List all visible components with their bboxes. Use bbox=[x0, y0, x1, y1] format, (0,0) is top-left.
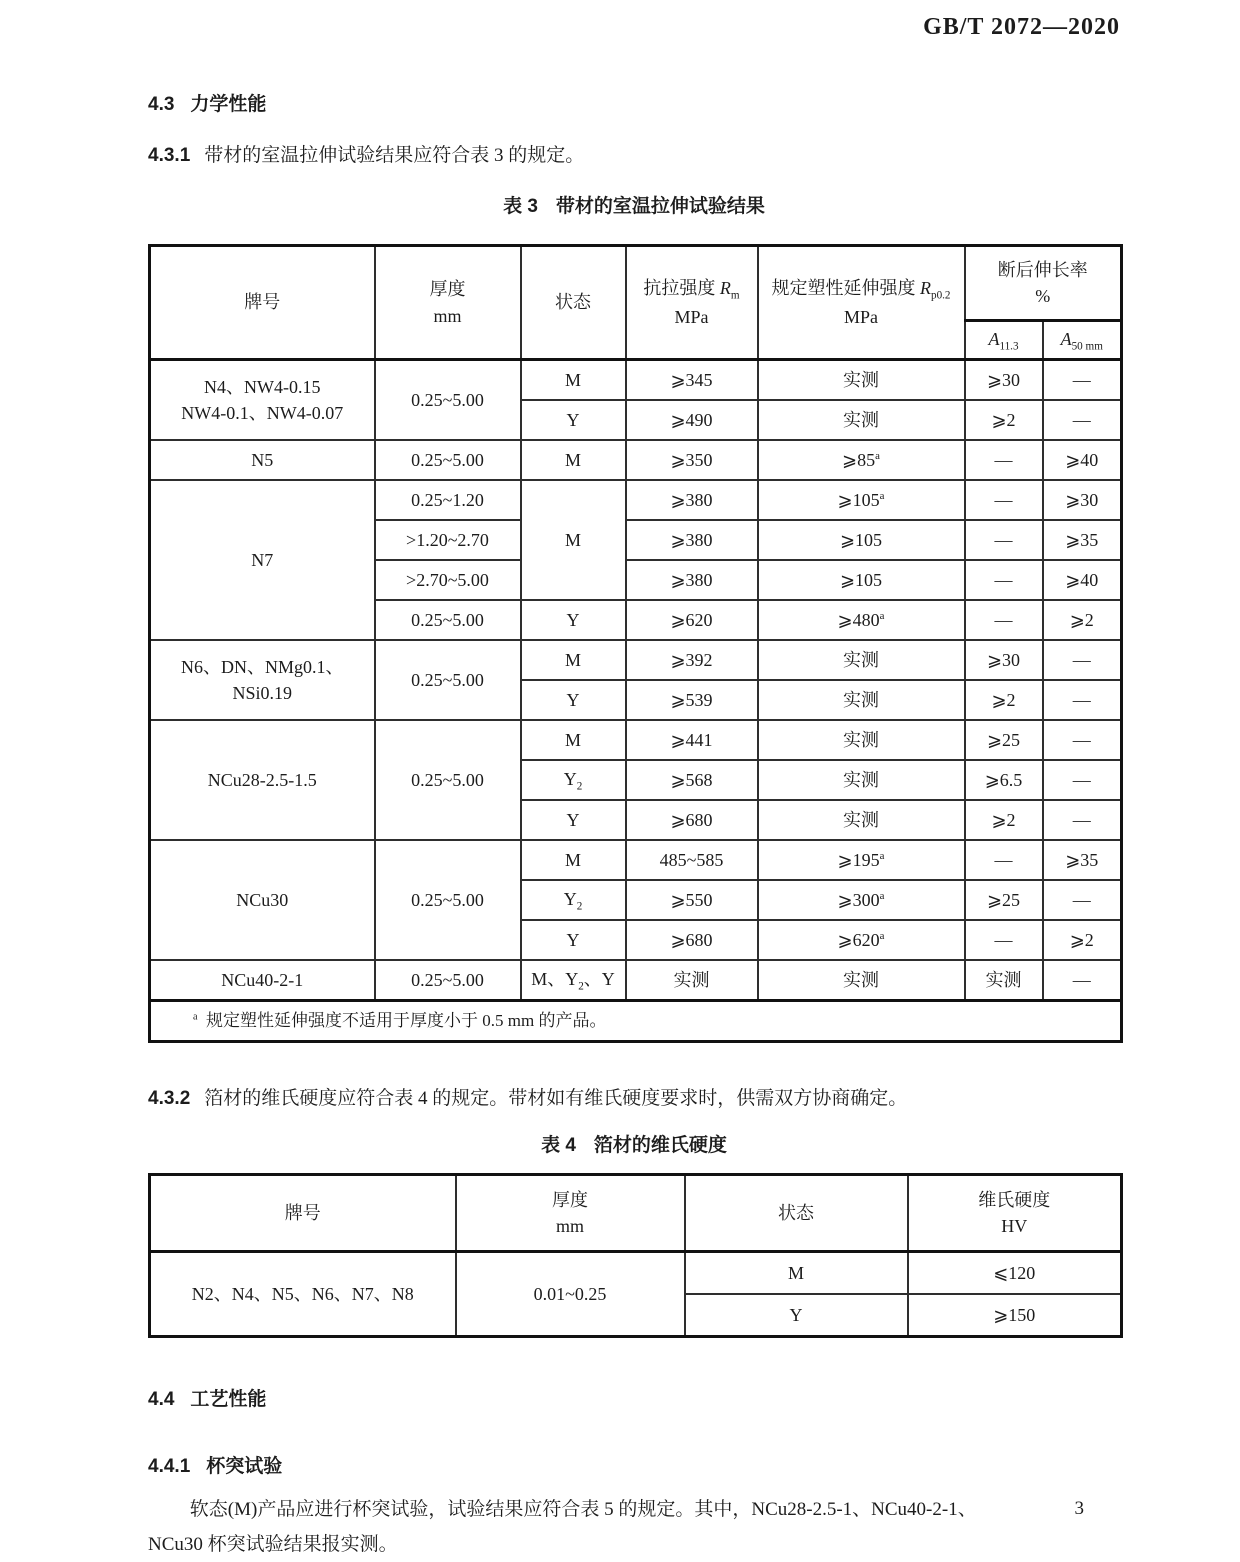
table-cell: M bbox=[521, 440, 626, 480]
table-cell: — bbox=[1043, 680, 1122, 720]
table-cell: — bbox=[1043, 800, 1122, 840]
table-cell: ⩾25 bbox=[965, 720, 1043, 760]
table-cell: ⩾539 bbox=[626, 680, 758, 720]
table-cell: ⩾40 bbox=[1043, 440, 1122, 480]
table4-body bbox=[150, 1252, 1122, 1337]
footnote-marker: a bbox=[193, 1011, 198, 1023]
table3-header bbox=[150, 246, 1122, 360]
paragraph-4-4-1 bbox=[148, 1492, 1120, 1562]
table-cell: NCu28-2.5-1.5 bbox=[150, 720, 375, 840]
header-symbol-sub: m bbox=[730, 289, 740, 302]
footnote-row bbox=[150, 1001, 1122, 1042]
section-paragraph-4-3-1 bbox=[148, 140, 1120, 167]
col-header-elongation bbox=[965, 246, 1122, 321]
table3-body bbox=[150, 360, 1122, 1001]
table3-tensile-results bbox=[148, 244, 1123, 1043]
table-cell: ⩾680 bbox=[626, 920, 758, 960]
header-symbol-sub: 50 mm bbox=[1071, 340, 1103, 353]
table-cell: 0.25~5.00 bbox=[375, 600, 521, 640]
table-cell: ⩾2 bbox=[1043, 920, 1122, 960]
table-cell: 实测 bbox=[758, 680, 965, 720]
table-cell: — bbox=[1043, 880, 1122, 920]
section-title: 工艺性能 bbox=[190, 1389, 267, 1410]
page-content bbox=[148, 14, 1120, 1562]
table-row bbox=[150, 360, 1122, 401]
table-cell: NCu30 bbox=[150, 840, 375, 960]
table-cell: 实测 bbox=[758, 960, 965, 1001]
table-cell: ⩾345 bbox=[626, 360, 758, 401]
footnote-cell bbox=[150, 1001, 1122, 1042]
paragraph-text: 带材的室温拉伸试验结果应符合表 3 的规定。 bbox=[204, 145, 585, 166]
table-cell: ⩾150 bbox=[908, 1294, 1122, 1337]
section-title: 力学性能 bbox=[190, 94, 267, 115]
table-cell: Y bbox=[521, 680, 626, 720]
table-cell: ⩾105$^a$ bbox=[758, 480, 965, 520]
table-cell: ⩾85$^a$ bbox=[758, 440, 965, 480]
table-caption-label: 表 4 bbox=[541, 1135, 576, 1156]
table-cell: M bbox=[521, 840, 626, 880]
table-row bbox=[150, 480, 1122, 520]
table4-caption bbox=[148, 1130, 1120, 1157]
table-cell: ⩾35 bbox=[1043, 520, 1122, 560]
table-cell: — bbox=[965, 920, 1043, 960]
table-cell: Y bbox=[521, 400, 626, 440]
table-cell: ⩾680 bbox=[626, 800, 758, 840]
table-row bbox=[150, 640, 1122, 680]
table-cell: M bbox=[521, 360, 626, 401]
header-symbol: A bbox=[1060, 328, 1072, 349]
table-cell: 0.25~5.00 bbox=[375, 440, 521, 480]
header-unit: MPa bbox=[674, 306, 709, 327]
table-cell: 0.25~5.00 bbox=[375, 840, 521, 960]
col-header-thickness bbox=[375, 246, 521, 360]
table-cell: — bbox=[965, 840, 1043, 880]
header-symbol: R bbox=[919, 278, 931, 299]
header-unit: % bbox=[1035, 286, 1051, 306]
table-cell: Y bbox=[521, 600, 626, 640]
table-cell: — bbox=[965, 440, 1043, 480]
col-header-state: 状态 bbox=[521, 246, 626, 360]
table-cell: ⩾105 bbox=[758, 560, 965, 600]
table-cell: 0.25~5.00 bbox=[375, 960, 521, 1001]
header-symbol-sub: p0.2 bbox=[930, 289, 951, 302]
table-cell: $Y_2$ bbox=[521, 760, 626, 800]
col-header-thickness bbox=[456, 1175, 685, 1252]
table-cell: ⩾300$^a$ bbox=[758, 880, 965, 920]
table-cell: N5 bbox=[150, 440, 375, 480]
table-cell: ⩾30 bbox=[965, 640, 1043, 680]
table-cell: 实测 bbox=[758, 640, 965, 680]
table-cell: Y bbox=[521, 800, 626, 840]
table-cell: 实测 bbox=[758, 720, 965, 760]
section-heading-4-4 bbox=[148, 1384, 1120, 1411]
table-caption-label: 表 3 bbox=[503, 196, 538, 217]
section-title: 杯突试验 bbox=[206, 1456, 283, 1477]
header-label: 规定塑性延伸强度 bbox=[771, 278, 916, 299]
table-cell: NCu40-2-1 bbox=[150, 960, 375, 1001]
table-cell: 0.01~0.25 bbox=[456, 1252, 685, 1337]
col-header-vickers bbox=[908, 1175, 1122, 1252]
table-cell: ⩾2 bbox=[1043, 600, 1122, 640]
header-symbol-sub: 11.3 bbox=[999, 340, 1019, 353]
table-cell: ⩾380 bbox=[626, 520, 758, 560]
section-number: 4.4 bbox=[148, 1389, 175, 1410]
col-header-state: 状态 bbox=[685, 1175, 908, 1252]
table-cell: ⩾380 bbox=[626, 560, 758, 600]
table-cell: ⩾30 bbox=[1043, 480, 1122, 520]
section-paragraph-4-3-2 bbox=[148, 1083, 1120, 1110]
col-header-grade: 牌号 bbox=[150, 1175, 456, 1252]
table-cell: — bbox=[965, 520, 1043, 560]
table-row bbox=[150, 440, 1122, 480]
table-cell: ⩾620$^a$ bbox=[758, 920, 965, 960]
table-cell: M、$Y_2$、Y bbox=[521, 960, 626, 1001]
table-cell: ⩾392 bbox=[626, 640, 758, 680]
table4-header bbox=[150, 1175, 1122, 1252]
table-cell: N4、NW4-0.15 NW4-0.1、NW4-0.07 bbox=[150, 360, 375, 441]
section-number: 4.3.2 bbox=[148, 1088, 191, 1109]
page-number: 3 bbox=[1074, 1498, 1084, 1519]
table-cell: ⩾195$^a$ bbox=[758, 840, 965, 880]
table-cell: >2.70~5.00 bbox=[375, 560, 521, 600]
table-cell: M bbox=[521, 640, 626, 680]
table-cell: ⩾40 bbox=[1043, 560, 1122, 600]
table-cell: 0.25~5.00 bbox=[375, 720, 521, 840]
table-cell: 实测 bbox=[758, 360, 965, 401]
table-cell: 0.25~5.00 bbox=[375, 640, 521, 720]
table-cell: — bbox=[965, 480, 1043, 520]
table-cell: 实测 bbox=[758, 800, 965, 840]
header-label: 厚度 bbox=[429, 279, 466, 300]
table-cell: 0.25~1.20 bbox=[375, 480, 521, 520]
header-unit: mm bbox=[555, 1216, 584, 1236]
table-cell: Y bbox=[521, 920, 626, 960]
table-cell: 485~585 bbox=[626, 840, 758, 880]
table-cell: 实测 bbox=[758, 760, 965, 800]
col-header-a11-3 bbox=[965, 321, 1043, 360]
table-cell: ⩾380 bbox=[626, 480, 758, 520]
table3-caption bbox=[148, 191, 1120, 218]
table-header-row bbox=[150, 1175, 1122, 1252]
section-heading-4-3 bbox=[148, 89, 1120, 116]
table-header-row bbox=[150, 246, 1122, 321]
standard-code: GB/T 2072—2020 bbox=[923, 14, 1120, 40]
table-cell: ⩾105 bbox=[758, 520, 965, 560]
table-caption-title: 带材的室温拉伸试验结果 bbox=[555, 196, 765, 217]
table-cell: $Y_2$ bbox=[521, 880, 626, 920]
table-cell: ⩽120 bbox=[908, 1252, 1122, 1295]
header-unit: MPa bbox=[843, 306, 878, 327]
col-header-grade: 牌号 bbox=[150, 246, 375, 360]
table-cell: — bbox=[1043, 760, 1122, 800]
header-symbol: A bbox=[988, 328, 1000, 349]
table-cell: ⩾6.5 bbox=[965, 760, 1043, 800]
col-header-tensile-strength bbox=[626, 246, 758, 360]
table-cell: ⩾480$^a$ bbox=[758, 600, 965, 640]
table-cell: ⩾2 bbox=[965, 400, 1043, 440]
table-cell: >1.20~2.70 bbox=[375, 520, 521, 560]
header-unit: mm bbox=[433, 305, 462, 326]
table-cell: — bbox=[1043, 640, 1122, 680]
section-number: 4.3 bbox=[148, 94, 175, 115]
table-row bbox=[150, 1252, 1122, 1295]
table-cell: — bbox=[1043, 400, 1122, 440]
table-cell: M bbox=[521, 480, 626, 600]
header-label: 维氏硬度 bbox=[978, 1189, 1051, 1210]
section-heading-4-4-1 bbox=[148, 1451, 1120, 1478]
section-number: 4.3.1 bbox=[148, 145, 191, 166]
table-cell: ⩾620 bbox=[626, 600, 758, 640]
table-cell: — bbox=[1043, 360, 1122, 401]
table-cell: N7 bbox=[150, 480, 375, 640]
table-cell: — bbox=[965, 560, 1043, 600]
table-row bbox=[150, 960, 1122, 1001]
table-cell: — bbox=[965, 600, 1043, 640]
table-cell: M bbox=[521, 720, 626, 760]
header-label: 断后伸长率 bbox=[997, 259, 1088, 280]
table3-footnote bbox=[150, 1001, 1122, 1042]
table-cell: ⩾30 bbox=[965, 360, 1043, 401]
table-cell: ⩾550 bbox=[626, 880, 758, 920]
table-cell: ⩾2 bbox=[965, 680, 1043, 720]
header-symbol: R bbox=[719, 278, 731, 299]
table-cell: 实测 bbox=[758, 400, 965, 440]
table-cell: 实测 bbox=[965, 960, 1043, 1001]
table-cell: ⩾441 bbox=[626, 720, 758, 760]
table-cell: — bbox=[1043, 960, 1122, 1001]
table-caption-title: 箔材的维氏硬度 bbox=[593, 1135, 727, 1156]
header-unit: HV bbox=[1001, 1216, 1028, 1236]
table-cell: 实测 bbox=[626, 960, 758, 1001]
table-cell: — bbox=[1043, 720, 1122, 760]
section-number: 4.4.1 bbox=[148, 1456, 191, 1477]
table-cell: N6、DN、NMg0.1、NSi0.19 bbox=[150, 640, 375, 720]
paragraph-text: 箔材的维氏硬度应符合表 4 的规定。带材如有维氏硬度要求时，供需双方协商确定。 bbox=[204, 1088, 908, 1109]
table-cell: N2、N4、N5、N6、N7、N8 bbox=[150, 1252, 456, 1337]
table-cell: ⩾350 bbox=[626, 440, 758, 480]
table-cell: ⩾2 bbox=[965, 800, 1043, 840]
header-label: 厚度 bbox=[552, 1189, 588, 1210]
table-row bbox=[150, 840, 1122, 880]
footnote-text: 规定塑性延伸强度不适用于厚度小于 0.5 mm 的产品。 bbox=[206, 1010, 607, 1030]
table-cell: 0.25~5.00 bbox=[375, 360, 521, 441]
paragraph-line: NCu30 杯突试验结果报实测。 bbox=[148, 1534, 398, 1555]
col-header-a50mm bbox=[1043, 321, 1122, 360]
paragraph-line: 软态(M)产品应进行杯突试验，试验结果应符合表 5 的规定。其中，NCu28-2.5-1、NCu40-2-1、 bbox=[189, 1499, 977, 1520]
table-cell: ⩾35 bbox=[1043, 840, 1122, 880]
table-row bbox=[150, 720, 1122, 760]
table-cell: M bbox=[685, 1252, 908, 1295]
table-cell: Y bbox=[685, 1294, 908, 1337]
table-cell: ⩾568 bbox=[626, 760, 758, 800]
col-header-proof-strength bbox=[758, 246, 965, 360]
table-cell: ⩾490 bbox=[626, 400, 758, 440]
header-label: 抗拉强度 bbox=[643, 278, 716, 299]
table-cell: ⩾25 bbox=[965, 880, 1043, 920]
table4-vickers-hardness bbox=[148, 1173, 1123, 1338]
